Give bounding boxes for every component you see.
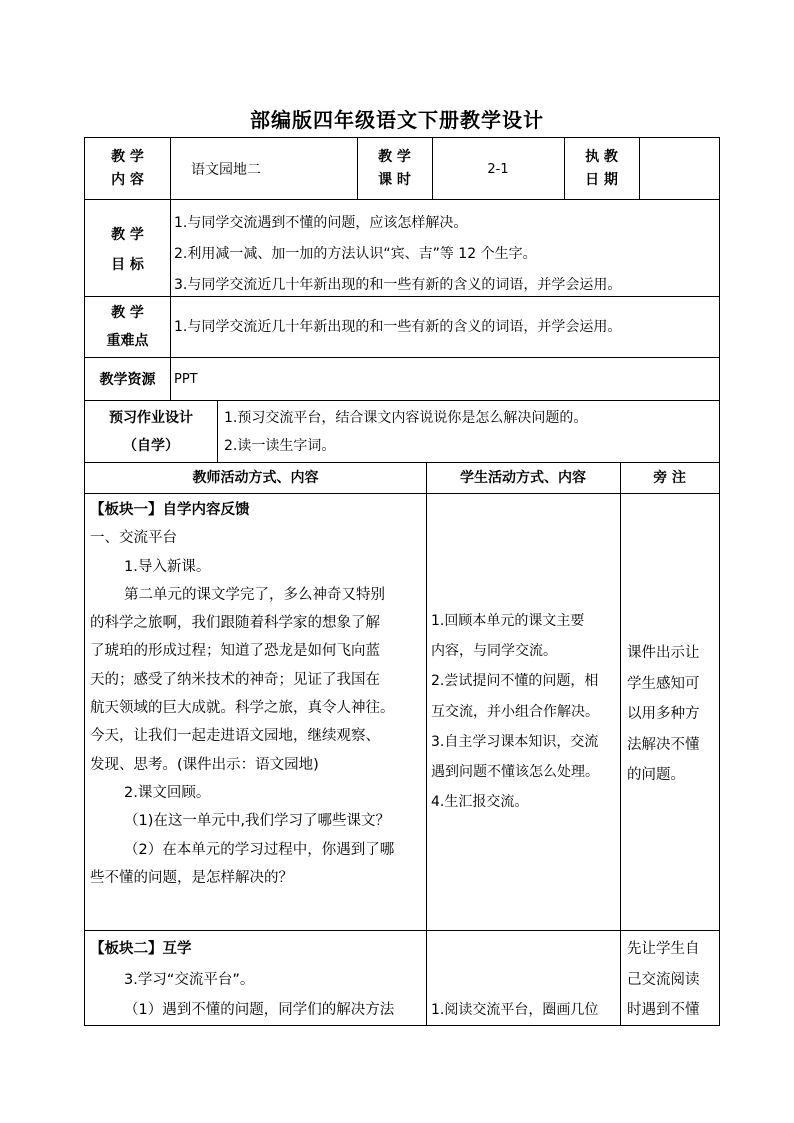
block2-heading: 【板块二】互学	[90, 941, 192, 957]
col-divider	[620, 462, 621, 1026]
col-divider	[217, 400, 218, 462]
label-line: 内 容	[111, 172, 144, 188]
content-value: 语文园地二	[191, 162, 261, 178]
preview-label	[85, 404, 217, 460]
row-divider	[85, 462, 719, 463]
student-line: 1.阅读交流平台，圈画几位	[431, 1002, 599, 1018]
student-line: 1.回顾本单元的课文主要	[431, 613, 585, 629]
label-line: 重难点	[106, 333, 149, 349]
label-line: 教 学	[111, 227, 144, 243]
row-divider	[85, 199, 719, 200]
note-line: 时遇到不懂	[627, 1002, 700, 1018]
block1-heading: 【板块一】自学内容反馈	[90, 502, 250, 518]
note-line: 己交流阅读	[627, 971, 700, 988]
teacher-line: 发现、思考。(课件出示：语文园地)	[90, 756, 319, 773]
student-line: 4.生汇报交流。	[431, 794, 529, 811]
teacher-line: 今天，让我们一起走进语文园地，继续观察、	[90, 728, 380, 745]
row-divider	[85, 400, 719, 401]
goal-item: 3.与同学交流近几十年新出现的和一些有新的含义的词语，并学会运用。	[174, 277, 622, 293]
student-line: 互交流，并小组合作解决。	[431, 703, 599, 720]
block1-notes-content	[627, 638, 700, 791]
student-line: 2.尝试提问不懂的问题，相	[431, 673, 599, 690]
teacher-line: （1）遇到不懂的问题，同学们的解决方法	[124, 1002, 395, 1018]
teacher-line: 1.导入新课。	[124, 558, 211, 575]
teacher-line: （1)在这一单元中,我们学习了哪些课文？	[124, 813, 390, 830]
note-line: 以用多种方	[627, 706, 700, 722]
block2-student-content	[431, 996, 598, 1024]
col-divider	[426, 462, 427, 1026]
note-line: 学生感知可	[627, 675, 700, 692]
teacher-line: 2.课文回顾。	[124, 784, 211, 801]
label-line: （自学）	[123, 438, 179, 454]
label-line: 教 学	[111, 305, 144, 321]
col-divider	[170, 138, 171, 199]
student-line: 遇到问题不懂该怎么处理。	[431, 764, 599, 781]
period-label	[357, 146, 432, 192]
note-line: 先让学生自	[627, 941, 700, 957]
block1-student-content	[431, 606, 599, 817]
label-line: 教 学	[378, 149, 411, 165]
teacher-line: 航天领域的巨大成就。科学之旅，真令人神往。	[90, 700, 395, 717]
col-divider	[170, 199, 171, 400]
goal-item: 2.利用减一减、加一加的方法认识“宾、吉”等 12 个生字。	[174, 246, 537, 262]
block2-teacher-content	[90, 934, 394, 1026]
row-divider	[85, 357, 719, 358]
block1-teacher-content	[90, 496, 395, 892]
student-column-header: 学生活动方式、内容	[460, 470, 586, 486]
preview-item: 2.读一读生字词。	[224, 438, 336, 454]
student-line: 3.自主学习课本知识，交流	[431, 733, 599, 750]
label-line: 日 期	[585, 172, 618, 188]
lesson-plan-table	[84, 137, 720, 1026]
label-line: 教 学	[111, 149, 144, 165]
teacher-line: 些不懂的问题，是怎样解决的？	[90, 869, 293, 886]
block2-notes-content	[627, 934, 700, 1026]
notes-column-header: 旁 注	[653, 470, 686, 486]
note-line: 课件出示让	[627, 645, 700, 661]
teacher-line: 3.学习“交流平台”。	[124, 971, 255, 988]
resources-text: PPT	[174, 372, 198, 387]
teacher-line: 第二单元的课文学完了，多么神奇又特别	[124, 586, 385, 603]
resources-label: 教学资源	[99, 372, 156, 388]
period-value: 2-1	[487, 162, 509, 177]
student-line: 内容，与同学交流。	[431, 643, 557, 660]
goal-item: 1.与同学交流遇到不懂的问题，应该怎样解决。	[174, 215, 468, 231]
teacher-line: 天的；感受了纳米技术的神奇；见证了我国在	[90, 671, 380, 688]
row-divider	[85, 930, 719, 931]
label-line: 预习作业设计	[109, 410, 193, 426]
label-line: 目 标	[111, 257, 144, 273]
label-line: 执 教	[585, 149, 618, 165]
content-label	[85, 146, 170, 192]
label-line: 课 时	[378, 172, 411, 188]
note-line: 的问题。	[627, 767, 685, 783]
note-line: 法解决不懂	[627, 736, 700, 753]
teacher-column-header: 教师活动方式、内容	[192, 470, 319, 486]
teacher-line: 的科学之旅啊，我们跟随着科学家的想象了解	[90, 615, 380, 632]
teacher-line: （2）在本单元的学习过程中，你遇到了哪	[124, 841, 395, 858]
teacher-line: 一、交流平台	[90, 530, 177, 547]
preview-list	[224, 404, 587, 460]
date-label	[564, 146, 639, 192]
key-points-label	[85, 299, 170, 355]
document-title: 部编版四年级语文下册教学设计	[250, 108, 544, 132]
goals-label	[85, 220, 170, 280]
teacher-line: 了琥珀的形成过程；知道了恐龙是如何飞向蓝	[90, 643, 380, 660]
preview-item: 1.预习交流平台，结合课文内容说说你是怎么解决问题的。	[224, 410, 588, 426]
key-points-text: 1.与同学交流近几十年新出现的和一些有新的含义的词语，并学会运用。	[174, 319, 622, 335]
col-divider	[639, 138, 640, 199]
row-divider	[85, 493, 719, 494]
goals-list	[174, 208, 621, 301]
